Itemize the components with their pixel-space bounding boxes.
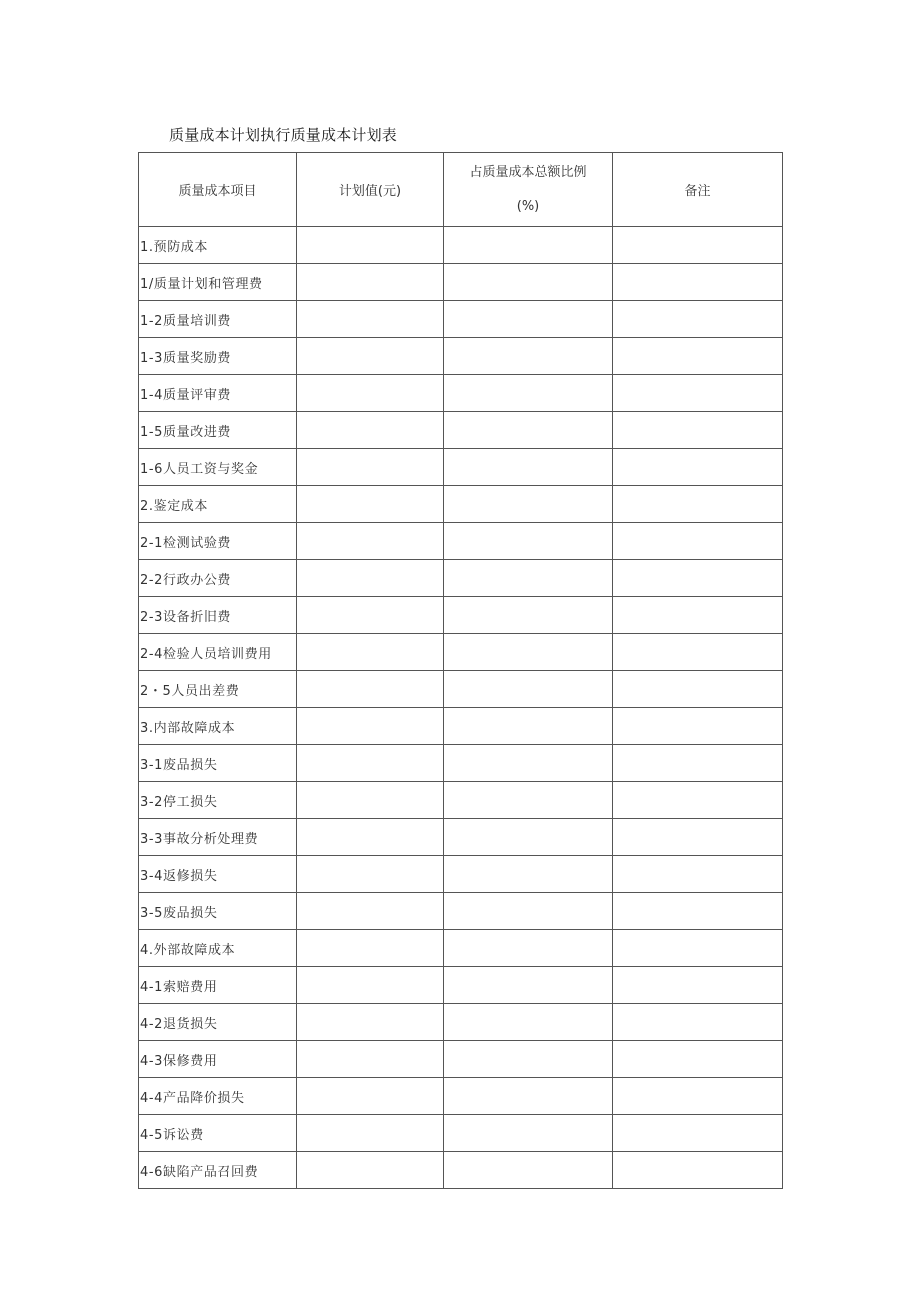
percentage-cell [444,301,613,338]
plan-value-cell [297,560,444,597]
plan-value-cell [297,819,444,856]
cost-item-cell: 1-6人员工资与奖金 [139,449,297,486]
table-row [139,930,783,967]
plan-value-cell [297,671,444,708]
cost-item-cell: 1-2质量培训费 [139,301,297,338]
header-percentage [444,153,613,227]
cost-item-cell: 4-2退货损失 [139,1004,297,1041]
table-row [139,1078,783,1115]
table-row [139,1152,783,1189]
percentage-cell [444,708,613,745]
table-row [139,597,783,634]
remarks-cell [613,1078,783,1115]
table-row [139,227,783,264]
plan-value-cell [297,1041,444,1078]
remarks-cell [613,301,783,338]
quality-cost-plan-table [138,152,783,1189]
remarks-cell [613,375,783,412]
percentage-cell [444,560,613,597]
remarks-cell [613,745,783,782]
header-row [139,153,783,227]
plan-value-cell [297,264,444,301]
percentage-cell [444,819,613,856]
cost-item-cell: 1-4质量评审费 [139,375,297,412]
plan-value-cell [297,1004,444,1041]
cost-item-cell: 3-1废品损失 [139,745,297,782]
cost-item-cell: 3.内部故障成本 [139,708,297,745]
plan-value-cell [297,412,444,449]
header-percentage-line1: 占质量成本总额比例 [469,164,587,180]
plan-value-cell [297,967,444,1004]
cost-item-cell: 1.预防成本 [139,227,297,264]
cost-item-cell: 4-3保修费用 [139,1041,297,1078]
percentage-cell [444,893,613,930]
table-row [139,449,783,486]
remarks-cell [613,708,783,745]
remarks-cell [613,671,783,708]
header-plan-value: 计划值(元) [297,153,444,227]
plan-value-cell [297,856,444,893]
percentage-cell [444,486,613,523]
percentage-cell [444,227,613,264]
table-row [139,1115,783,1152]
plan-value-cell [297,338,444,375]
plan-value-cell [297,930,444,967]
table-header [139,153,783,227]
percentage-cell [444,597,613,634]
plan-value-cell [297,782,444,819]
remarks-cell [613,449,783,486]
table-row [139,1041,783,1078]
table-row [139,264,783,301]
cost-item-cell: 1/质量计划和管理费 [139,264,297,301]
percentage-cell [444,375,613,412]
remarks-cell [613,1115,783,1152]
table-row [139,708,783,745]
table-row [139,412,783,449]
percentage-cell [444,264,613,301]
percentage-cell [444,449,613,486]
remarks-cell [613,967,783,1004]
plan-value-cell [297,1115,444,1152]
percentage-cell [444,745,613,782]
table-row [139,634,783,671]
plan-value-cell [297,597,444,634]
plan-value-cell [297,1152,444,1189]
cost-item-cell: 4-5诉讼费 [139,1115,297,1152]
cost-item-cell: 4.外部故障成本 [139,930,297,967]
percentage-cell [444,930,613,967]
table-row [139,301,783,338]
table-row [139,745,783,782]
plan-value-cell [297,634,444,671]
table-row [139,782,783,819]
plan-value-cell [297,1078,444,1115]
remarks-cell [613,819,783,856]
plan-value-cell [297,708,444,745]
table-body [139,227,783,1189]
percentage-cell [444,856,613,893]
header-percentage-line2: (%) [516,198,540,214]
cost-item-cell: 2・5人员出差费 [139,671,297,708]
cost-item-cell: 3-4返修损失 [139,856,297,893]
plan-value-cell [297,301,444,338]
table-row [139,338,783,375]
table-row [139,967,783,1004]
percentage-cell [444,1078,613,1115]
cost-item-cell: 2-4检验人员培训费用 [139,634,297,671]
cost-item-cell: 1-3质量奖励费 [139,338,297,375]
cost-item-cell: 1-5质量改进费 [139,412,297,449]
cost-item-cell: 2-1检测试验费 [139,523,297,560]
percentage-cell [444,412,613,449]
remarks-cell [613,412,783,449]
plan-value-cell [297,893,444,930]
table-row [139,560,783,597]
remarks-cell [613,856,783,893]
document-title: 质量成本计划执行质量成本计划表 [169,126,398,144]
table-row [139,1004,783,1041]
header-cost-item: 质量成本项目 [139,153,297,227]
remarks-cell [613,486,783,523]
remarks-cell [613,1041,783,1078]
percentage-cell [444,1004,613,1041]
table-row [139,523,783,560]
remarks-cell [613,930,783,967]
remarks-cell [613,264,783,301]
plan-value-cell [297,449,444,486]
header-remarks: 备注 [613,153,783,227]
remarks-cell [613,782,783,819]
remarks-cell [613,1004,783,1041]
table-row [139,893,783,930]
remarks-cell [613,893,783,930]
cost-item-cell: 4-4产品降价损失 [139,1078,297,1115]
remarks-cell [613,597,783,634]
remarks-cell [613,1152,783,1189]
cost-item-cell: 2-3设备折旧费 [139,597,297,634]
percentage-cell [444,1041,613,1078]
table-row [139,375,783,412]
remarks-cell [613,634,783,671]
cost-item-cell: 2.鉴定成本 [139,486,297,523]
remarks-cell [613,338,783,375]
remarks-cell [613,523,783,560]
cost-item-cell: 4-6缺陷产品召回费 [139,1152,297,1189]
table-row [139,671,783,708]
table-row [139,856,783,893]
percentage-cell [444,634,613,671]
cost-item-cell: 3-5废品损失 [139,893,297,930]
percentage-cell [444,338,613,375]
cost-item-cell: 3-2停工损失 [139,782,297,819]
remarks-cell [613,560,783,597]
plan-value-cell [297,486,444,523]
percentage-cell [444,967,613,1004]
cost-item-cell: 4-1索赔费用 [139,967,297,1004]
percentage-cell [444,671,613,708]
plan-value-cell [297,523,444,560]
remarks-cell [613,227,783,264]
percentage-cell [444,523,613,560]
plan-value-cell [297,227,444,264]
cost-item-cell: 2-2行政办公费 [139,560,297,597]
table-row [139,486,783,523]
plan-value-cell [297,745,444,782]
percentage-cell [444,782,613,819]
percentage-cell [444,1115,613,1152]
percentage-cell [444,1152,613,1189]
cost-item-cell: 3-3事故分析处理费 [139,819,297,856]
plan-value-cell [297,375,444,412]
table-row [139,819,783,856]
